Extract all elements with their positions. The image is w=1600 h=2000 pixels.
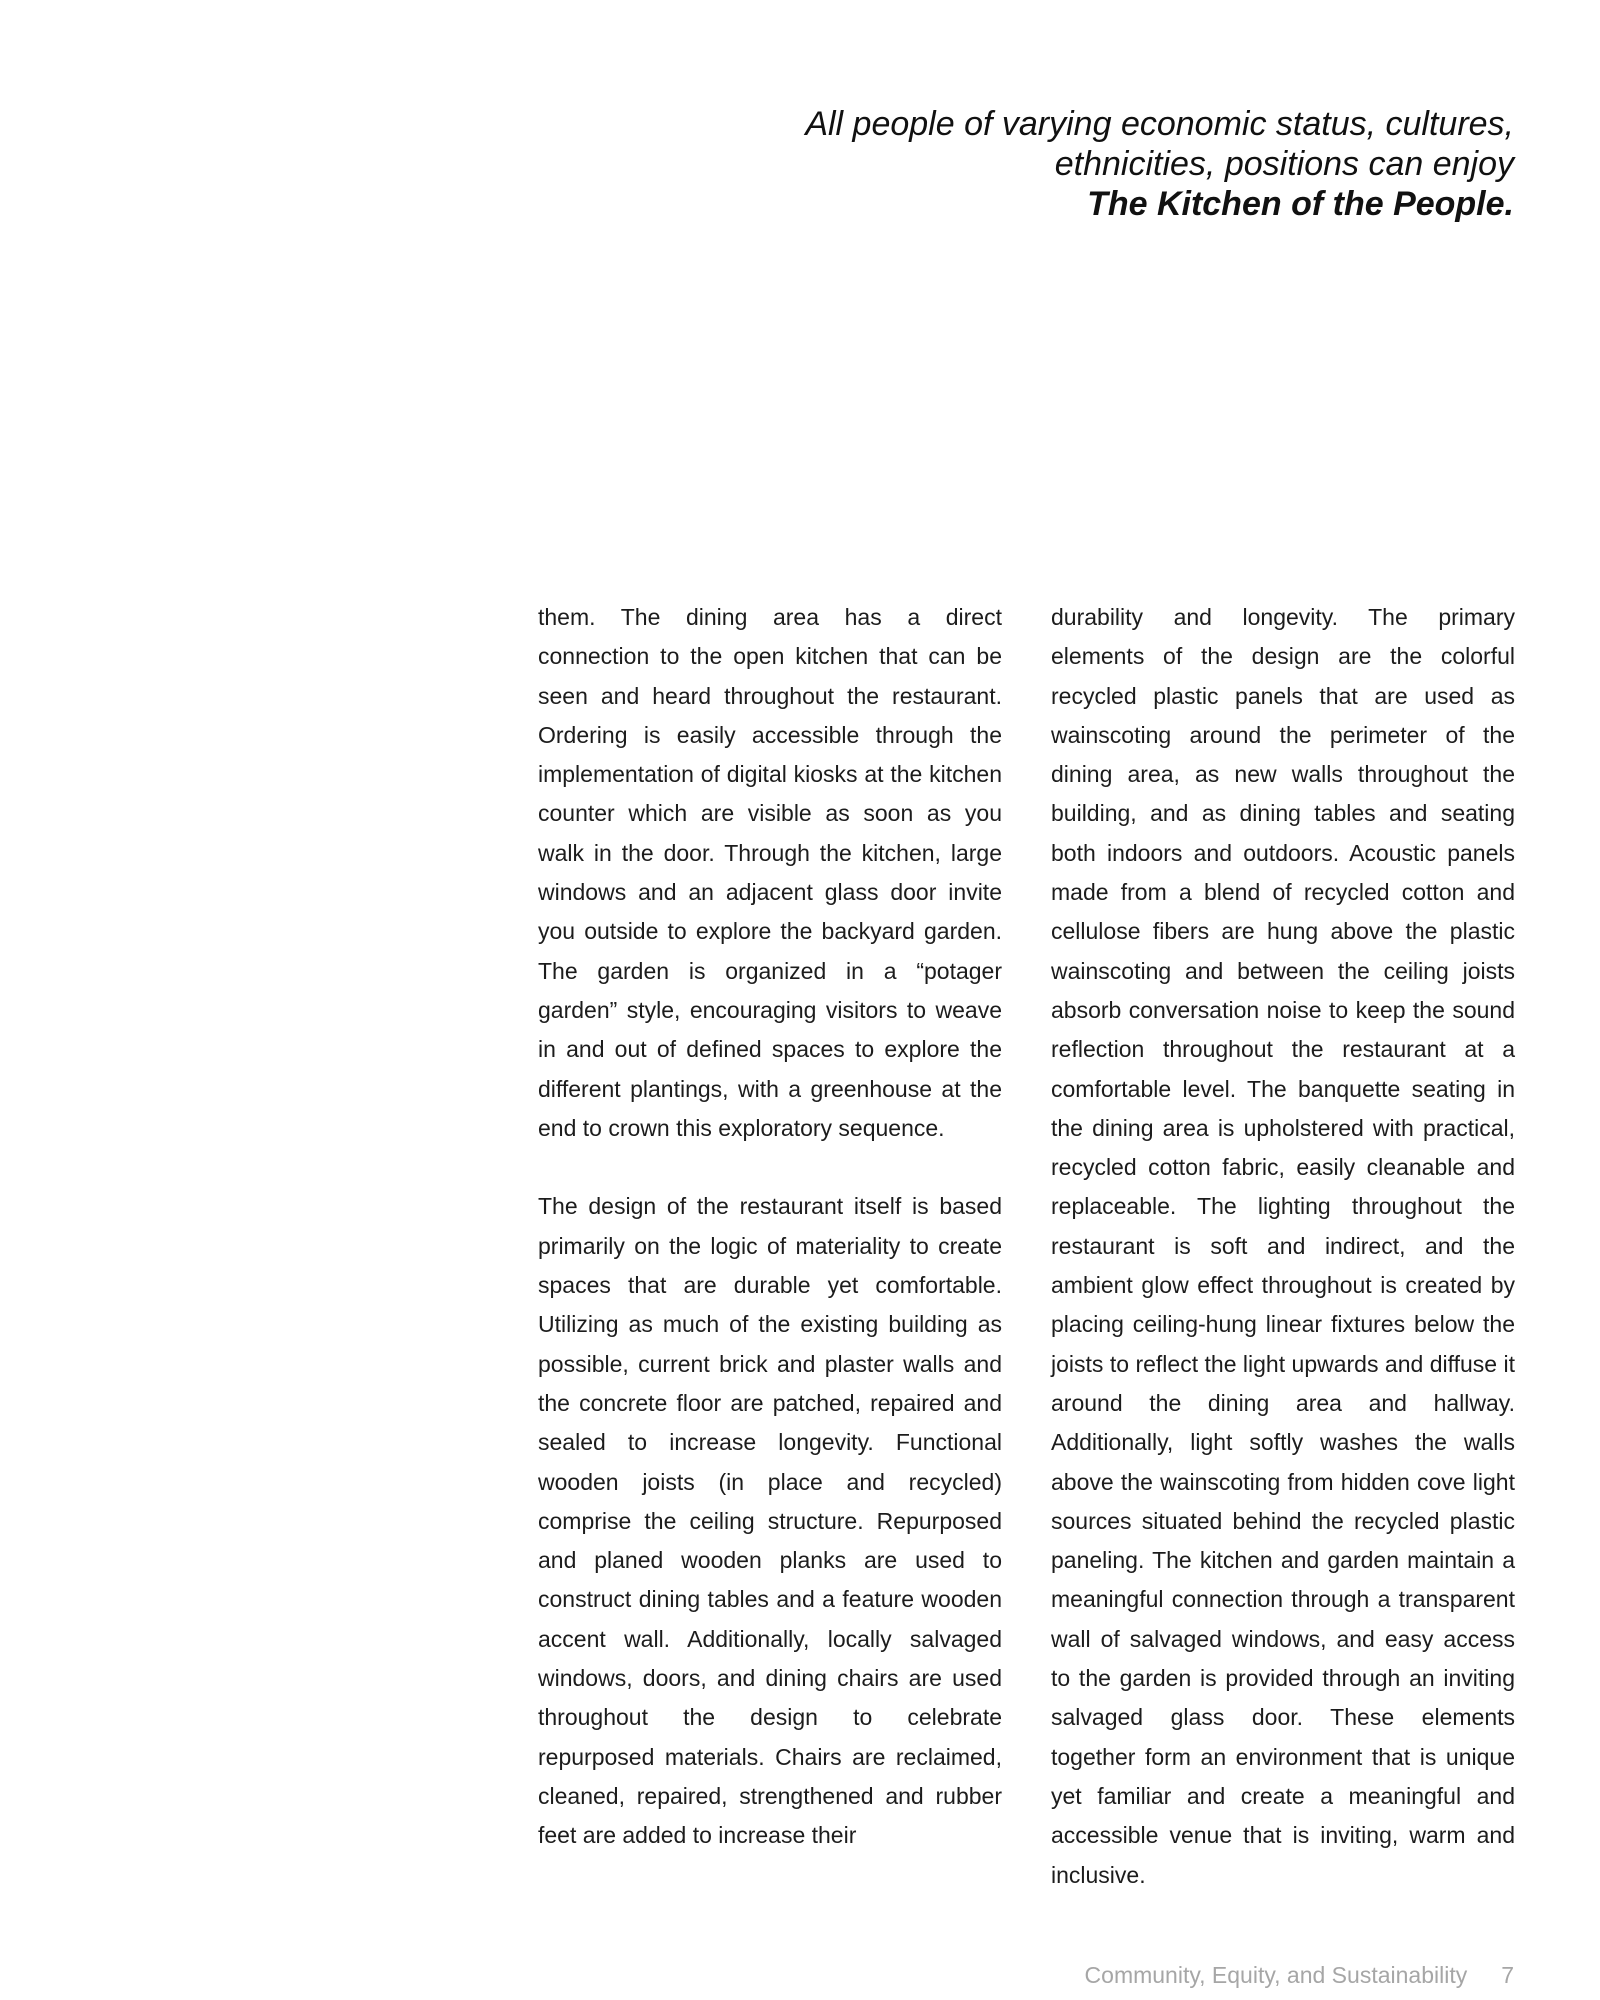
pull-quote-line-2: ethnicities, positions can enjoy: [1054, 145, 1514, 183]
pull-quote-emphasis: The Kitchen of the People.: [1087, 185, 1514, 223]
body-paragraph: durability and longevity. The primary elements of the design are the colorful recycled plastic panels that are used as wainscoting around the perimeter of the dining area, as new walls throughout the building, and as dining tables and seating both indoors and outdoors. Acoustic panels made from a blend of recycled cotton and cellulose fibers are hung above the plastic wainscoting and between the ceiling joists absorb conversation noise to keep the sound reflection throughout the restaurant at a comfortable level. The banquette seating in the dining area is upholstered with practical, recycled cotton fabric, easily cleanable and replaceable. The lighting throughout the restaurant is soft and indirect, and the ambient glow effect throughout is created by placing ceiling-hung linear fixtures below the joists to reflect the light upwards and diffuse it around the dining area and hallway. Additionally, light softly washes the walls above the wainscoting from hidden cove light sources situated behind the recycled plastic paneling. The kitchen and garden maintain a meaningful connection through a transparent wall of salvaged windows, and easy access to the garden is provided through an inviting salvaged glass door. These elements together form an environment that is unique yet familiar and create a meaningful and accessible venue that is inviting, warm and inclusive.: [1051, 604, 1515, 1888]
page-number: 7: [1501, 1962, 1514, 1988]
body-paragraph: them. The dining area has a direct connection to the open kitchen that can be seen and heard throughout the restaurant. Ordering is easily accessible through the implementation of digital kiosks at the kitchen counter which are visible as soon as you walk in the door. Through the kitchen, large windows and an adjacent glass door invite you outside to explore the backyard garden. The garden is organized in a “potager garden” style, encouraging visitors to weave in and out of defined spaces to explore the different plantings, with a greenhouse at the end to crown this exploratory sequence.: [538, 604, 1002, 1141]
page-footer: [1085, 1962, 1514, 1989]
pull-quote: [614, 104, 1514, 224]
body-column-right: [1051, 598, 1515, 1895]
footer-section-title: Community, Equity, and Sustainability: [1084, 1962, 1468, 1988]
body-column-left: [538, 598, 1002, 1856]
pull-quote-line-1: All people of varying economic status, cultures,: [805, 105, 1514, 143]
body-paragraph: The design of the restaurant itself is based primarily on the logic of materiality to create spaces that are durable yet comfortable. Utilizing as much of the existing building as possible, current brick and plaster walls and the concrete floor are patched, repaired and sealed to increase longevity. Functional wooden joists (in place and recycled) comprise the ceiling structure. Repurposed and planed wooden planks are used to construct dining tables and a feature wooden accent wall. Additionally, locally salvaged windows, doors, and dining chairs are used throughout the design to celebrate repurposed materials. Chairs are reclaimed, cleaned, repaired, strengthened and rubber feet are added to increase their: [538, 1193, 1002, 1849]
